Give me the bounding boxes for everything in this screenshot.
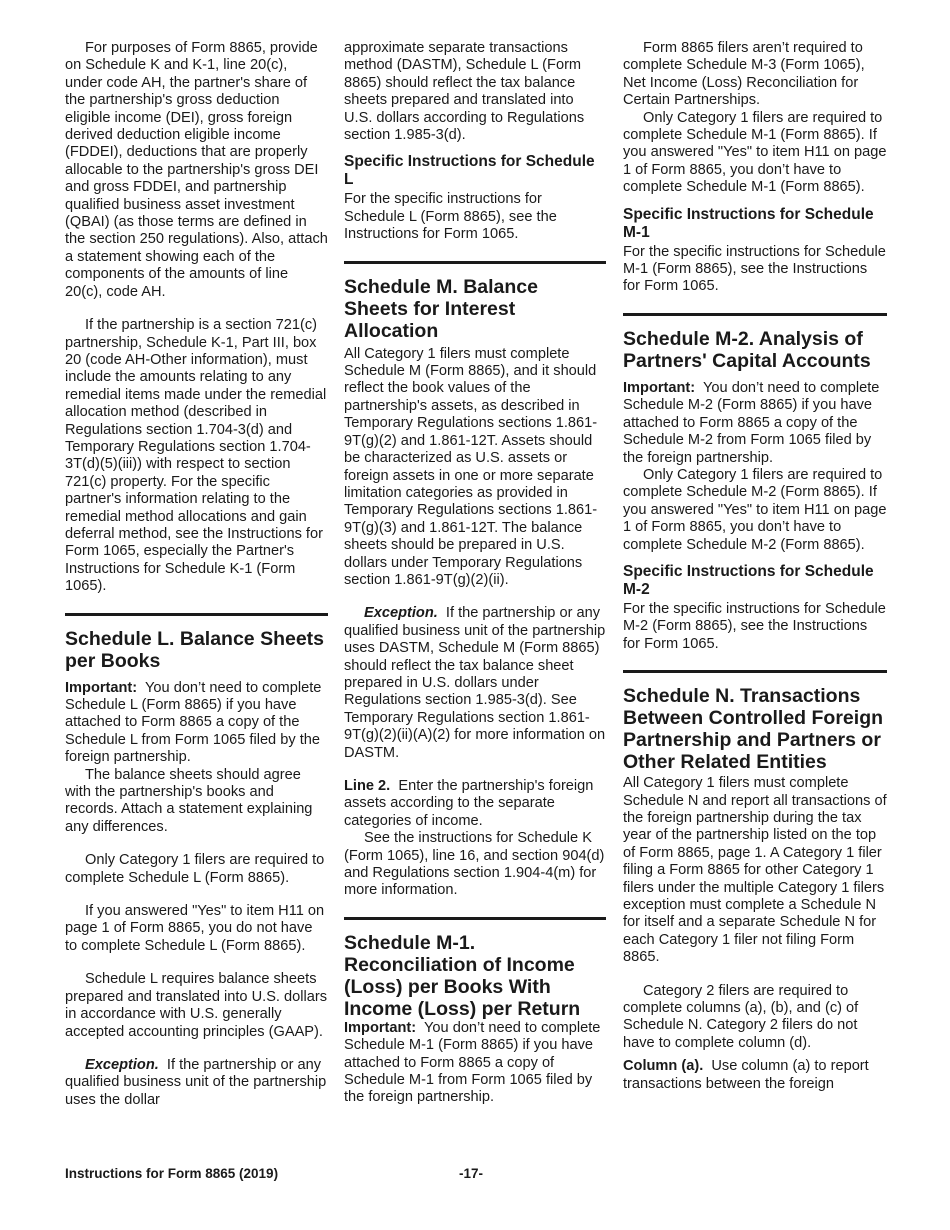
paragraph-code-ah: For purposes of Form 8865, provide on Schedule K and K-1, line 20(c), under code AH, the partner's share of the partnership's gross deduction eligible income (DEI), gross foreign derived deduction eligible income (FDDEI), deductions that are properly allocable to the partnership's gross DEI and gross FDDEI, and partnership qualified business asset investment (QBAI) (as those terms are defined in the section 250 regulations). Also, attach a statement showing each of the components of the amounts of line 20(c), code AH. xyxy=(65,40,328,300)
column-3 xyxy=(623,40,887,1093)
heading-specific-instructions-schedule-m-2: Specific Instructions for Schedule M-2 xyxy=(623,562,874,598)
paragraph-schedule-m-2-instructions: For the specific instructions for Schedule M-2 (Form 8865), see the Instructions for Form 1065. xyxy=(623,600,886,652)
paragraph-line-2 xyxy=(344,778,606,830)
paragraph-h11-yes: If you answered "Yes" to item H11 on page 1 of Form 8865, you do not have to complete Schedule L (Form 8865). xyxy=(65,903,325,954)
paragraph-schedule-m-3: Form 8865 filers aren’t required to complete Schedule M-3 (Form 1065), Net Income (Loss) Reconciliation for Certain Partnerships. xyxy=(623,40,865,109)
paragraph-category-1-required: Only Category 1 filers are required to complete Schedule L (Form 8865). xyxy=(65,852,325,886)
column-a-text: Use column (a) to report transactions between the foreign xyxy=(623,1058,869,1092)
paragraph-section-721c: If the partnership is a section 721(c) partnership, Schedule K-1, Part III, box 20 (code AH-Other information), must include the amounts relating to any remedial items made under the remedial allocation method (described in Regulations section 1.704-3(d) and Temporary Regulations section 1.704-3T(d)(5)(iii)) with respect to section 721(c) property. For the specific partner's information relating to the remedial method allocations and gain deferral method, see the Instructions for Form 1065, especially the Partner's Instructions for Schedule K-1 (Form 1065). xyxy=(65,317,327,595)
section-divider xyxy=(623,670,887,673)
column-1 xyxy=(65,40,328,1109)
line-2-label: Line 2. xyxy=(344,778,391,794)
paragraph-schedule-n: All Category 1 filers must complete Schedule N and report all transactions of the foreign partnership during the tax year of the partnership listed on the top of Form 8865, page 1. A Category 1 filer filing a Form 8865 for other Category 1 filers under the multiple Category 1 filers exception must complete a Schedule N for itself and a separate Schedule N for each Category 1 filer not filing Form 8865. xyxy=(623,775,887,966)
heading-schedule-n: Schedule N. Transactions Between Controlled Foreign Partnership and Partners or Other Related Entities xyxy=(623,685,884,774)
important-text: You don’t need to complete Schedule M-2 (Form 8865) if you have attached to Form 8865 a copy of the Schedule M-2 from Form 1065 filed by the foreign partnership. xyxy=(623,379,880,466)
exception-paragraph xyxy=(65,1057,328,1109)
paragraph-category-2-filers: Category 2 filers are required to complete columns (a), (b), and (c) of Schedule N. Category 2 filers do not have to complete column (d). xyxy=(623,982,859,1051)
section-divider xyxy=(623,313,887,316)
paragraph-schedule-m-1-required: Only Category 1 filers are required to complete Schedule M-1 (Form 8865). If you answered "Yes" to item H11 on page 1 of Form 8865, you don’t have to complete Schedule M-1 (Form 8865). xyxy=(623,109,887,196)
heading-schedule-m-2: Schedule M-2. Analysis of Partners' Capital Accounts xyxy=(623,327,871,372)
heading-schedule-m-1: Schedule M-1. Reconciliation of Income (Loss) per Books With Income (Loss) per Return xyxy=(344,931,581,1020)
exception-label: Exception. xyxy=(85,1056,159,1073)
section-divider xyxy=(344,261,606,264)
paragraph-balance-sheets-agree: The balance sheets should agree with the partnership's books and records. Attach a statement explaining any differences. xyxy=(65,766,313,835)
important-note-schedule-m-1 xyxy=(344,1020,606,1107)
exception-label: Exception. xyxy=(364,605,438,622)
important-note-schedule-l xyxy=(65,680,328,767)
heading-specific-instructions-schedule-m-1: Specific Instructions for Schedule M-1 xyxy=(623,205,874,241)
paragraph-dastm: approximate separate transactions method (DASTM), Schedule L (Form 8865) should reflect the tax balance sheets prepared and translated into U.S. dollars according to Regulations section 1.985-3(d). xyxy=(344,40,585,144)
heading-schedule-l: Schedule L. Balance Sheets per Books xyxy=(65,627,325,672)
paragraph-schedule-m: All Category 1 filers must complete Schedule M (Form 8865), and it should reflect the book values of the partnership's assets, as described in Temporary Regulations sections 1.861-9T(g)(2) and 1.861-12T. Assets should be characterized as U.S. assets or foreign assets in one or more separate limitation categories as provided in Temporary Regulations sections 1.861-9T(g)(3) and 1.861-12T. The balance sheets should be prepared in U.S. dollars under Temporary Regulations section 1.861-9T(g)(2)(ii). xyxy=(344,345,598,588)
heading-schedule-m: Schedule M. Balance Sheets for Interest Allocation xyxy=(344,275,538,342)
column-a-label: Column (a). xyxy=(623,1058,704,1075)
important-text: You don’t need to complete Schedule L (Form 8865) if you have attached to Form 8865 a copy of the Schedule L from Form 1065 filed by the foreign partnership. xyxy=(65,679,322,766)
exception-text: If the partnership or any qualified business unit of the partnership uses the dollar xyxy=(65,1056,327,1108)
paragraph-schedule-m-1-instructions: For the specific instructions for Schedule M-1 (Form 8865), see the Instructions for Form 1065. xyxy=(623,243,886,295)
section-divider xyxy=(65,613,328,616)
paragraph-column-a xyxy=(623,1058,887,1093)
page-number: -17- xyxy=(459,1166,484,1181)
important-label: Important: xyxy=(65,679,138,696)
exception-paragraph xyxy=(344,605,606,762)
paragraph-schedule-m-2-required: Only Category 1 filers are required to complete Schedule M-2 (Form 8865). If you answered "Yes" to item H11 on page 1 of Form 8865, you don’t have to complete Schedule M-2 (Form 8865). xyxy=(623,466,887,553)
important-label: Important: xyxy=(623,379,696,396)
section-divider xyxy=(344,917,606,920)
heading-specific-instructions-schedule-l: Specific Instructions for Schedule L xyxy=(344,153,595,189)
paragraph-gaap: Schedule L requires balance sheets prepared and translated into U.S. dollars in accordance with U.S. generally accepted accounting principles (GAAP). xyxy=(65,971,328,1040)
paragraph-schedule-l-instructions: For the specific instructions for Schedule L (Form 8865), see the Instructions for Form 1065. xyxy=(344,191,557,243)
important-label: Important: xyxy=(344,1019,417,1036)
footer-form-title: Instructions for Form 8865 (2019) xyxy=(65,1166,279,1181)
important-text: You don’t need to complete Schedule M-1 (Form 8865) if you have attached to Form 8865 a copy of Schedule M-1 from Form 1065 filed by the foreign partnership. xyxy=(344,1019,601,1106)
paragraph-schedule-k-reference: See the instructions for Schedule K (Form 1065), line 16, and section 904(d) and Regulations section 1.904-4(m) for more information. xyxy=(344,830,605,899)
line-2-text: Enter the partnership's foreign assets according to the separate categories of income. xyxy=(344,778,594,829)
important-note-schedule-m-2 xyxy=(623,380,887,467)
exception-text: If the partnership or any qualified business unit of the partnership uses DASTM, Schedule M (Form 8865) should reflect the tax balance sheet prepared in U.S. dollars under Regulations section 1.985-3(d). See Temporary Regulations section 1.861-9T(g)(2)(ii)(A)(2) for more information on DASTM. xyxy=(344,605,606,761)
column-2 xyxy=(344,40,606,1107)
